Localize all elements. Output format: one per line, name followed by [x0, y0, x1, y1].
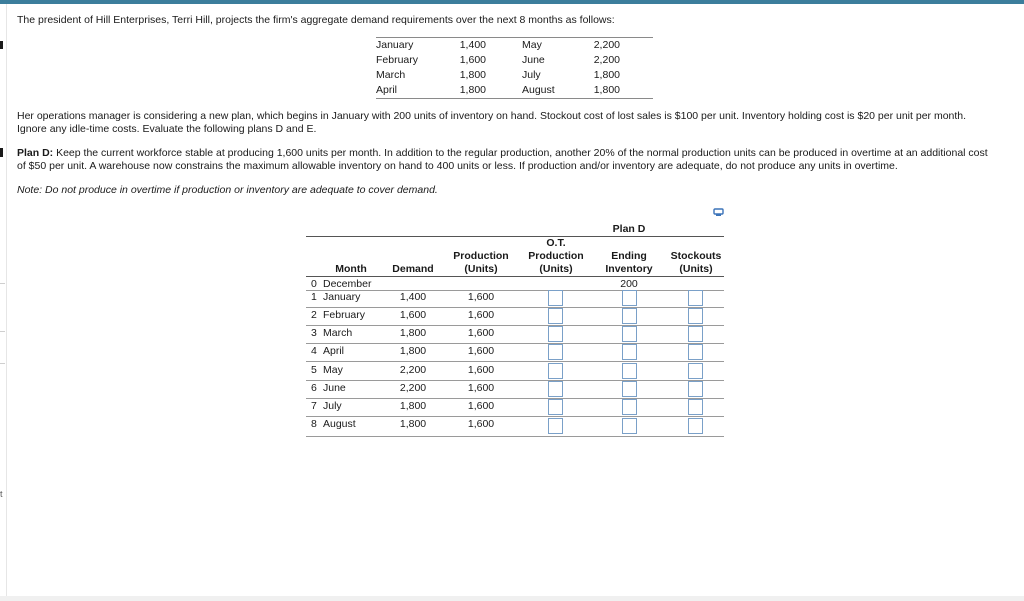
demand-value: 2,200: [593, 39, 620, 51]
plan-d-description-line1: [17, 147, 988, 160]
stockouts-input[interactable]: [688, 326, 703, 342]
ending-inventory-input[interactable]: [622, 326, 637, 342]
top-accent-bar: [0, 0, 1024, 4]
row-rule: [306, 325, 724, 326]
row-production: 1,600: [467, 382, 495, 394]
header-ot-units: (Units): [539, 263, 573, 275]
row-index: 0: [311, 278, 317, 290]
row-index: 6: [311, 382, 317, 394]
header-stockouts: Stockouts: [670, 250, 722, 262]
edge-rule: [0, 331, 5, 332]
row-rule: [306, 343, 724, 344]
edge-marker: [0, 148, 3, 157]
ot-production-input[interactable]: [548, 381, 563, 397]
demand-month-label: February: [376, 54, 419, 66]
header-ending-inventory: Inventory: [605, 263, 653, 275]
row-demand: 1,800: [399, 327, 427, 339]
note-text: Note: Do not produce in overtime if production or inventory are adequate to cover demand.: [17, 184, 438, 196]
demand-value: 1,800: [459, 69, 486, 81]
row-rule: [306, 361, 724, 362]
demand-value: 1,800: [593, 84, 620, 96]
header-ot: O.T.: [546, 237, 566, 249]
ot-production-input[interactable]: [548, 363, 563, 379]
ot-production-input[interactable]: [548, 290, 563, 306]
ending-inventory-input[interactable]: [622, 363, 637, 379]
row-month: July: [323, 400, 342, 412]
ending-inventory-input[interactable]: [622, 399, 637, 415]
header-production-units: (Units): [464, 263, 498, 275]
header-ot-production: Production: [528, 250, 584, 262]
ending-inventory-input[interactable]: [622, 418, 637, 434]
stockouts-input[interactable]: [688, 399, 703, 415]
row-demand: 2,200: [399, 364, 427, 376]
demand-value: 1,600: [459, 54, 486, 66]
demand-value: 1,800: [459, 84, 486, 96]
header-production: Production: [453, 250, 509, 262]
row-demand: 1,400: [399, 291, 427, 303]
demand-month-label: July: [522, 69, 541, 81]
plan-d-title-rule: [590, 236, 724, 237]
edit-icon[interactable]: [713, 206, 724, 217]
edge-rule: [0, 283, 5, 284]
row-production: 1,600: [467, 327, 495, 339]
demand-month-label: January: [376, 39, 414, 51]
header-ending: Ending: [611, 250, 647, 262]
row-demand: 1,600: [399, 309, 427, 321]
stockouts-input[interactable]: [688, 381, 703, 397]
ending-inventory-input[interactable]: [622, 344, 637, 360]
plan-d-label: Plan D:: [17, 147, 54, 159]
demand-month-label: April: [376, 84, 398, 96]
edge-marker: [0, 41, 3, 49]
row-production: 1,600: [467, 291, 495, 303]
row-rule: [306, 290, 724, 291]
row-demand: 2,200: [399, 382, 427, 394]
header-stockouts-units: (Units): [679, 263, 713, 275]
row-rule: [306, 416, 724, 417]
ot-production-input[interactable]: [548, 326, 563, 342]
row-month: August: [323, 418, 356, 430]
ot-production-input[interactable]: [548, 308, 563, 324]
monthly-demand-table: [376, 37, 653, 99]
bottom-band: [0, 596, 1024, 601]
ending-inventory-input[interactable]: [622, 290, 637, 306]
row-index: 7: [311, 400, 317, 412]
edge-rule: [0, 363, 5, 364]
row-rule: [306, 380, 724, 381]
row-month: June: [323, 382, 346, 394]
intro-text: The president of Hill Enterprises, Terri Hill, projects the firm's aggregate demand requirements over the next 8 months as follows:: [17, 14, 615, 26]
ending-inventory-input[interactable]: [622, 308, 637, 324]
edge-glyph: t: [0, 489, 3, 499]
row-rule: [306, 398, 724, 399]
ending-inventory-input[interactable]: [622, 381, 637, 397]
initial-inventory: 200: [620, 278, 638, 290]
row-month: January: [323, 291, 361, 303]
demand-value: 2,200: [593, 54, 620, 66]
plan-d-text: Keep the current workforce stable at producing 1,600 units per month. In addition to the regular production, another 20% of the normal production units can be produced in overtime at an additional cost: [53, 147, 988, 159]
row-month: February: [323, 309, 366, 321]
stockouts-input[interactable]: [688, 308, 703, 324]
plan-d-description-line2: of $50 per unit. A warehouse now constrains the maximum allowable inventory on hand to 400 units or less. If production and/or inventory are adequate, do not produce any units in overtime.: [17, 160, 898, 172]
ot-production-input[interactable]: [548, 344, 563, 360]
row-month: May: [323, 364, 343, 376]
row-production: 1,600: [467, 418, 495, 430]
row-demand: 1,800: [399, 418, 427, 430]
row-index: 4: [311, 345, 317, 357]
stockouts-input[interactable]: [688, 418, 703, 434]
row-demand: 1,800: [399, 400, 427, 412]
header-month: Month: [335, 263, 367, 275]
row-month: March: [323, 327, 353, 339]
demand-month-label: March: [376, 69, 406, 81]
demand-month-label: May: [522, 39, 542, 51]
row-production: 1,600: [467, 345, 495, 357]
stockouts-input[interactable]: [688, 344, 703, 360]
demand-month-label: August: [522, 84, 555, 96]
left-margin-rule: [6, 4, 7, 601]
row-month: April: [323, 345, 345, 357]
row-month: December: [323, 278, 372, 290]
row-index: 3: [311, 327, 317, 339]
plan-d-title: Plan D: [612, 223, 646, 235]
stockouts-input[interactable]: [688, 363, 703, 379]
header-rule: [306, 276, 724, 277]
table-bottom-rule: [306, 436, 724, 437]
row-index: 8: [311, 418, 317, 430]
row-demand: 1,800: [399, 345, 427, 357]
row-rule: [306, 307, 724, 308]
demand-month-label: June: [522, 54, 545, 66]
row-production: 1,600: [467, 364, 495, 376]
ot-production-input[interactable]: [548, 418, 563, 434]
demand-value: 1,400: [459, 39, 486, 51]
ops-text-line2: Ignore any idle-time costs. Evaluate the following plans D and E.: [17, 123, 317, 135]
row-index: 5: [311, 364, 317, 376]
row-index: 1: [311, 291, 317, 303]
ot-production-input[interactable]: [548, 399, 563, 415]
row-production: 1,600: [467, 400, 495, 412]
ops-text-line1: Her operations manager is considering a new plan, which begins in January with 200 units of inventory on hand. Stockout cost of lost sales is $100 per unit. Inventory holding cost is $20 per unit per month.: [17, 110, 967, 122]
header-demand: Demand: [392, 263, 434, 275]
demand-value: 1,800: [593, 69, 620, 81]
row-index: 2: [311, 309, 317, 321]
stockouts-input[interactable]: [688, 290, 703, 306]
row-production: 1,600: [467, 309, 495, 321]
